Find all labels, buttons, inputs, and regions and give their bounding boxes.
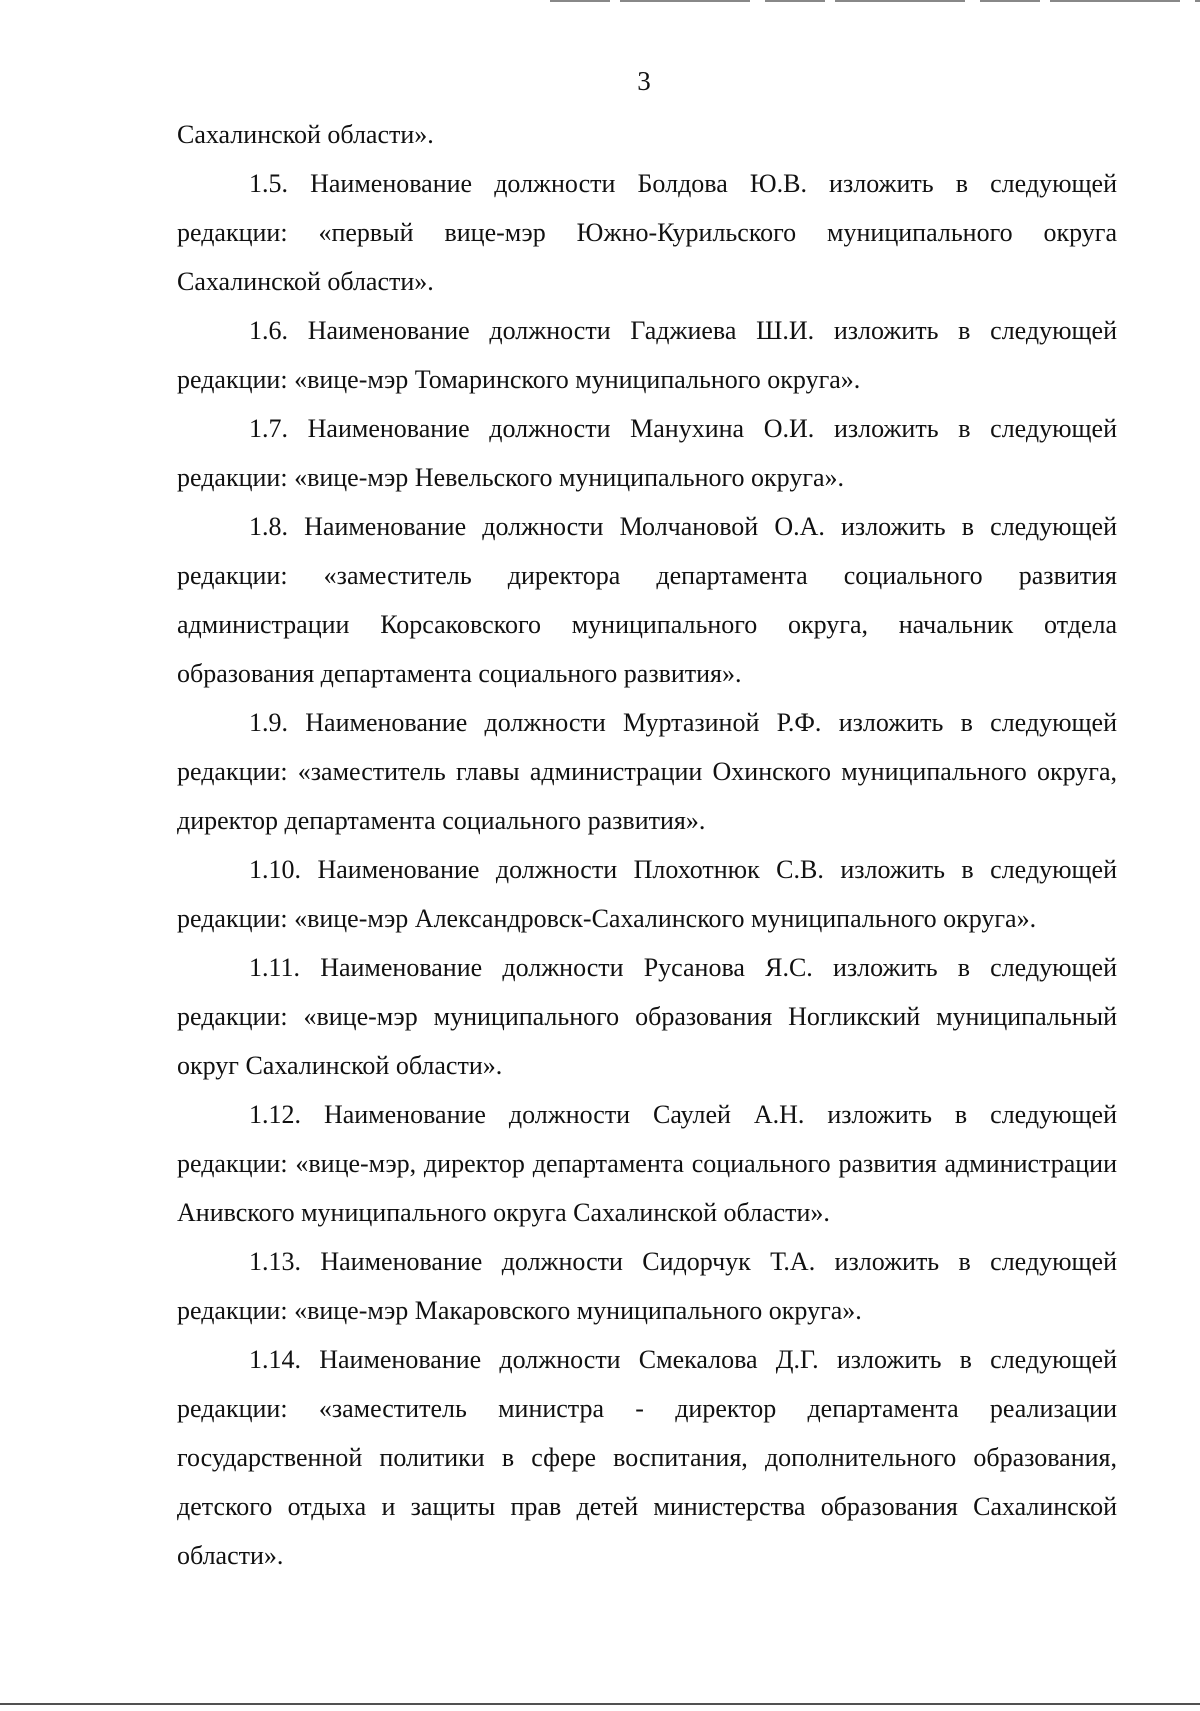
paragraph-1-7: 1.7. Наименование должности Манухина О.И. изложить в следующей редакции: «вице-мэр Невельского муниципального округа». (177, 414, 1117, 492)
paragraph-1-8: 1.8. Наименование должности Молчановой О.А. изложить в следующей редакции: «заместитель директора департамента социального развития администрации Корсаковского муниципального округа, начальник отдела образования департамента социального развития». (177, 512, 1117, 688)
paragraph-1-10: 1.10. Наименование должности Плохотнюк С.В. изложить в следующей редакции: «вице-мэр Александровск-Сахалинского муниципального округа». (177, 855, 1117, 933)
scan-top-edge-line (550, 0, 1200, 2)
paragraph-1-11: 1.11. Наименование должности Русанова Я.С. изложить в следующей редакции: «вице-мэр муниципального образования Ногликский муниципальный округ Сахалинской области». (177, 953, 1117, 1080)
paragraph-1-14: 1.14. Наименование должности Смекалова Д.Г. изложить в следующей редакции: «заместитель министра - директор департамента реализации государственной политики в сфере воспитания, дополнительного образования, детского отдыха и защиты прав детей министерства образования Сахалинской области». (177, 1345, 1117, 1570)
paragraph-1-13: 1.13. Наименование должности Сидорчук Т.А. изложить в следующей редакции: «вице-мэр Макаровского муниципального округа». (177, 1247, 1117, 1325)
paragraph-1-12: 1.12. Наименование должности Саулей А.Н. изложить в следующей редакции: «вице-мэр, директор департамента социального развития администрации Анивского муниципального округа Сахалинской области». (177, 1100, 1117, 1227)
paragraph-1-6: 1.6. Наименование должности Гаджиева Ш.И. изложить в следующей редакции: «вице-мэр Томаринского муниципального округа». (177, 316, 1117, 394)
document-body (177, 110, 1117, 1580)
paragraph-1-5: 1.5. Наименование должности Болдова Ю.В. изложить в следующей редакции: «первый вице-мэр Южно-Курильского муниципального округа Сахалинской области». (177, 169, 1117, 296)
paragraph-1-9: 1.9. Наименование должности Муртазиной Р.Ф. изложить в следующей редакции: «заместитель главы администрации Охинского муниципального округа, директор департамента социального развития». (177, 708, 1117, 835)
paragraph-continuation: Сахалинской области». (177, 120, 434, 149)
page-number: 3 (637, 66, 651, 96)
scan-bottom-edge-line (0, 1703, 1200, 1705)
